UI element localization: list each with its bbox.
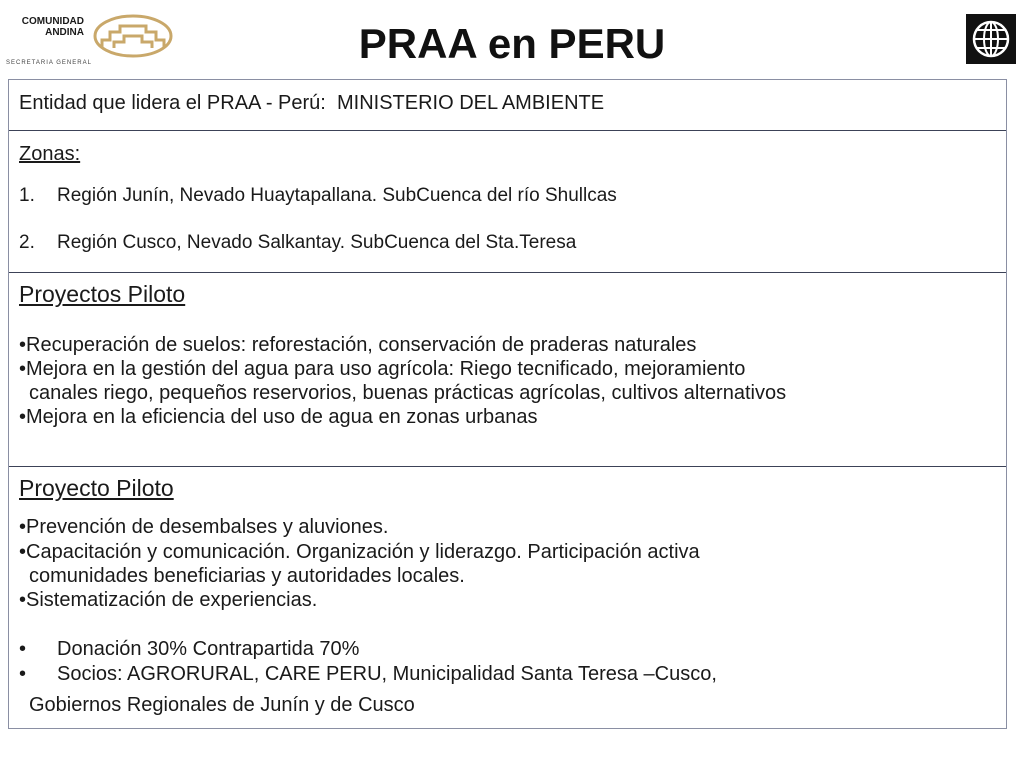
bullet-continuation: canales riego, pequeños reservorios, buenas prácticas agrícolas, cultivos alternativos [29,382,787,404]
zona-item [19,232,576,254]
world-bank-logo [966,14,1016,64]
content-table [8,79,1007,729]
zona-item [19,185,617,207]
zona-text: Región Cusco, Nevado Salkantay. SubCuenca del Sta.Teresa [57,232,577,253]
bullet-item: •Mejora en la eficiencia del uso de agua en zonas urbanas [19,406,538,428]
bullet-dot: • [19,663,27,685]
lead-entity-text [19,92,604,115]
zonas-row [9,131,1006,273]
tabbed-bullet-item [19,662,717,686]
zona-number: 2. [19,232,35,253]
globe-icon [966,14,1016,64]
zona-number: 1. [19,185,35,206]
bullet-continuation: comunidades beneficiarias y autoridades locales. [29,565,465,587]
bullet-item: •Sistematización de experiencias. [19,589,318,611]
logo-line-1: COMUNIDAD [21,16,84,27]
bullet-dot: • [19,638,27,660]
logo-subtitle: SECRETARIA GENERAL [6,60,92,66]
proyectos-piloto-row [9,273,1006,467]
donation-text: Donación 30% Contrapartida 70% [57,638,360,660]
proyecto-piloto-row [9,467,1006,729]
lead-entity-label: Entidad que lidera el PRAA - Perú: [19,92,326,114]
logo-line-2: ANDINA [45,27,84,38]
zona-text: Región Junín, Nevado Huaytapallana. SubCuenca del río Shullcas [57,185,617,206]
partners-continuation: Gobiernos Regionales de Junín y de Cusco [29,694,415,716]
lead-entity-value: MINISTERIO DEL AMBIENTE [336,92,605,114]
bullet-item: •Recuperación de suelos: reforestación, conservación de praderas naturales [19,334,697,356]
bullet-item: •Prevención de desembalses y aluviones. [19,516,389,538]
page-title: PRAA en PERU [358,20,666,67]
zonas-heading: Zonas: [19,143,81,165]
partners-text: Socios: AGRORURAL, CARE PERU, Municipalidad Santa Teresa –Cusco, [57,663,717,685]
bullet-item: •Mejora en la gestión del agua para uso agrícola: Riego tecnificado, mejoramiento [19,358,746,380]
lead-entity-row [9,80,1006,131]
proyecto-piloto-heading: Proyecto Piloto [19,475,174,501]
tabbed-bullet-item [19,637,359,661]
bullet-item: •Capacitación y comunicación. Organización y liderazgo. Participación activa [19,541,700,563]
proyectos-piloto-heading: Proyectos Piloto [19,281,186,307]
